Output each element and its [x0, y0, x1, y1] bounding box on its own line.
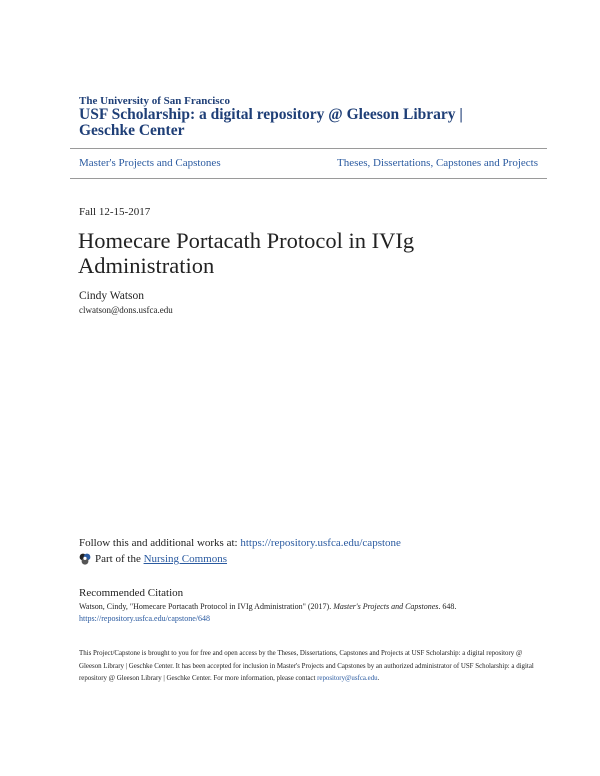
follow-text: Follow this and additional works at:	[79, 537, 241, 549]
author-email: clwatson@dons.usfca.edu	[79, 305, 173, 315]
follow-url-link[interactable]: https://repository.usfca.edu/capstone	[240, 537, 401, 549]
university-name: The University of San Francisco	[79, 95, 230, 107]
part-of-text: Part of the	[95, 553, 141, 565]
header-divider-top	[70, 148, 547, 149]
recommended-citation-heading: Recommended Citation	[79, 587, 184, 599]
author-name: Cindy Watson	[79, 290, 144, 302]
part-of-line	[79, 553, 227, 565]
follow-line	[79, 537, 401, 549]
access-note	[79, 648, 544, 686]
citation-url-link[interactable]: https://repository.usfca.edu/capstone/648	[79, 614, 211, 623]
citation-text: Watson, Cindy, "Homecare Portacath Protocol in IVIg Administration" (2017).	[79, 602, 334, 611]
nursing-commons-link[interactable]: Nursing Commons	[143, 553, 228, 565]
repository-title: USF Scholarship: a digital repository @ Gleeson Library | Geschke Center	[79, 106, 463, 139]
citation-block	[79, 601, 544, 625]
contact-email-link[interactable]: repository@usfca.edu	[317, 675, 378, 682]
document-title: Homecare Portacath Protocol in IVIg Administration	[78, 228, 415, 278]
access-note-text: This Project/Capstone is brought to you for free and open access by the Theses, Dissertations, Capstones and Projects at USF Scholarship: a digital repository @ Gleeson Library | Geschke Center. It has been accepted for inclusion in Master's Projects and Capstones by an authorized administrator of USF Scholarship: a digital repository @ Gleeson Library | Geschke Center. For more information, please contact	[79, 650, 534, 682]
citation-series: Master's Projects and Capstones	[333, 602, 439, 611]
access-note-end: .	[377, 675, 380, 682]
publication-date: Fall 12-15-2017	[79, 206, 151, 218]
bepress-commons-icon	[79, 553, 91, 565]
nav-link-masters-projects[interactable]: Master's Projects and Capstones	[79, 157, 221, 169]
citation-number: . 648.	[438, 602, 457, 611]
header-divider-bottom	[70, 178, 547, 179]
nav-link-theses-dissertations[interactable]: Theses, Dissertations, Capstones and Projects	[336, 157, 538, 169]
